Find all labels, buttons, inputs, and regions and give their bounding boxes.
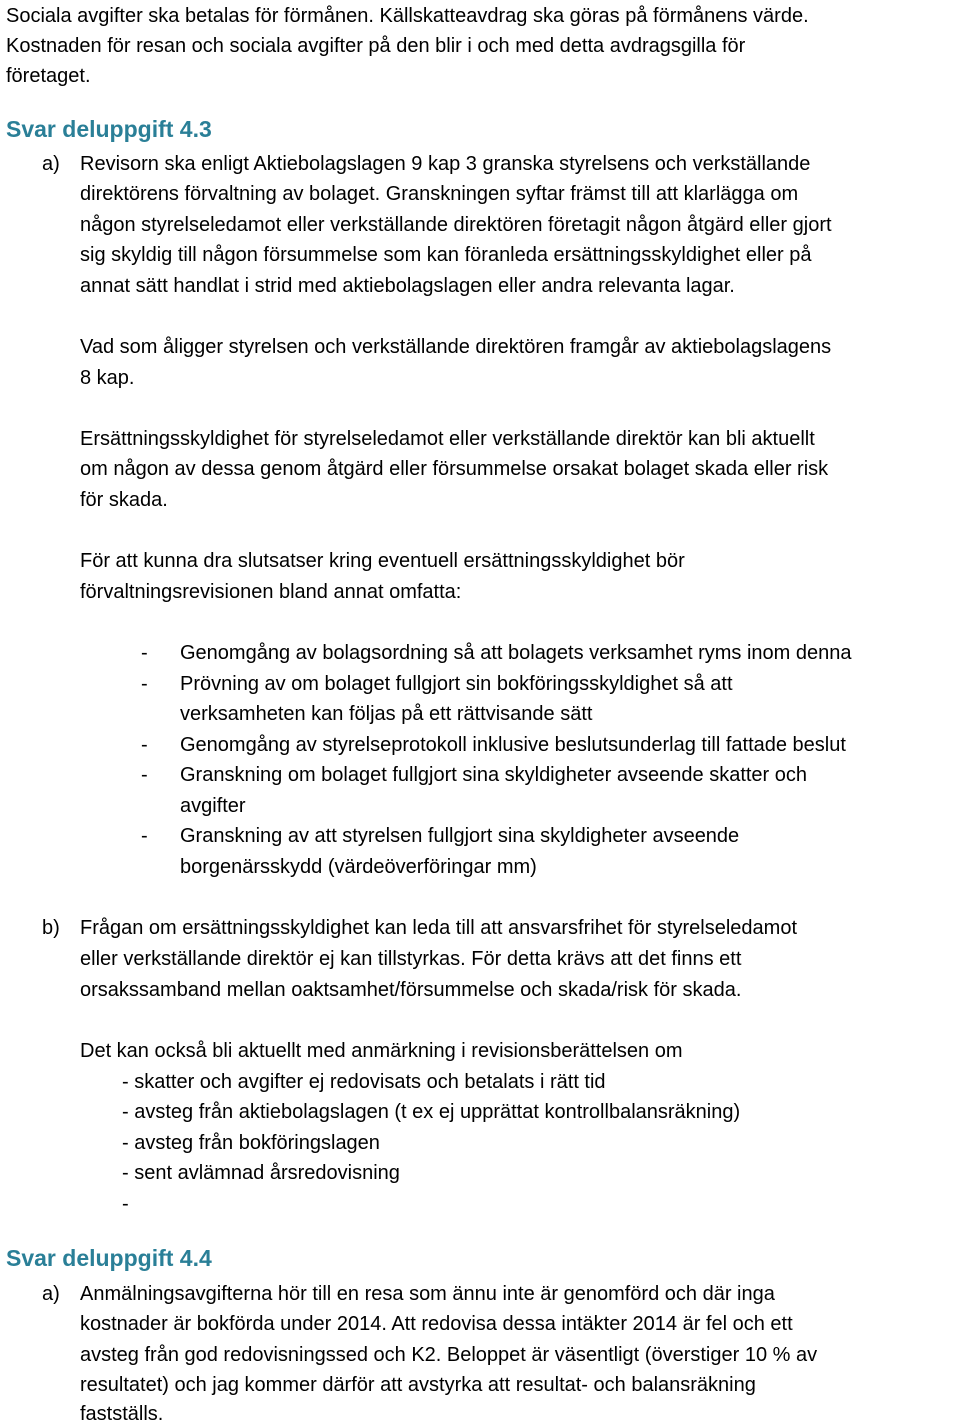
text-line: sig skyldig till någon försummelse som kan föranleda ersättningsskyldighet eller på [80, 244, 812, 266]
text-line: avsteg från god redovisningssed och K2. Beloppet är väsentligt (överstiger 10 % av [80, 1344, 818, 1366]
list-item-continuation: avgifter [180, 795, 246, 817]
section-heading: Svar deluppgift 4.4 [6, 1245, 212, 1271]
text-line: Vad som åligger styrelsen och verkställande direktören framgår av aktiebolagslagens [80, 336, 832, 358]
list-item: - avsteg från aktiebolagslagen (t ex ej upprättat kontrollbalansräkning) [122, 1101, 741, 1123]
text-line: fastställs. [80, 1403, 164, 1425]
text-line: Frågan om ersättningsskyldighet kan leda till att ansvarsfrihet för styrelseledamot [80, 917, 798, 939]
text-line: Revisorn ska enligt Aktiebolagslagen 9 kap 3 granska styrelsens och verkställande [80, 153, 811, 175]
list-item-continuation: verksamheten kan följas på ett rättvisande sätt [180, 703, 593, 725]
list-item: - [122, 1193, 129, 1215]
list-item: - sent avlämnad årsredovisning [122, 1162, 400, 1184]
text-line: Det kan också bli aktuellt med anmärkning i revisionsberättelsen om [80, 1040, 683, 1062]
text-line: 8 kap. [80, 367, 135, 389]
list-item: Granskning av att styrelsen fullgjort sina skyldigheter avseende [180, 825, 740, 847]
text-line: förvaltningsrevisionen bland annat omfatta: [80, 581, 462, 603]
list-item: - avsteg från bokföringslagen [122, 1132, 380, 1154]
text-line: någon styrelseledamot eller verkställande direktören företagit någon åtgärd eller gjort [80, 214, 832, 236]
item-label: b) [42, 917, 60, 939]
bullet-dash: - [141, 734, 148, 756]
bullet-dash: - [141, 673, 148, 695]
list-item: Genomgång av bolagsordning så att bolagets verksamhet ryms inom denna [180, 642, 852, 664]
bullet-dash: - [141, 825, 148, 847]
list-item: - skatter och avgifter ej redovisats och betalats i rätt tid [122, 1071, 606, 1093]
list-item: Granskning om bolaget fullgjort sina skyldigheter avseende skatter och [180, 764, 808, 786]
text-line: Sociala avgifter ska betalas för förmånen. Källskatteavdrag ska göras på förmånens värde. [6, 5, 809, 27]
item-label: a) [42, 1283, 60, 1305]
text-line: orsakssamband mellan oaktsamhet/försummelse och skada/risk för skada. [80, 979, 742, 1001]
text-line: annat sätt handlat i strid med aktiebolagslagen eller andra relevanta lagar. [80, 275, 735, 297]
bullet-dash: - [141, 764, 148, 786]
text-line: kostnader är bokförda under 2014. Att redovisa dessa intäkter 2014 är fel och ett [80, 1313, 793, 1335]
text-line: eller verkställande direktör ej kan tillstyrkas. För detta krävs att det finns ett [80, 948, 742, 970]
bullet-dash: - [141, 642, 148, 664]
item-label: a) [42, 153, 60, 175]
text-line: för skada. [80, 489, 168, 511]
text-line: För att kunna dra slutsatser kring eventuell ersättningsskyldighet bör [80, 550, 685, 572]
text-line: Anmälningsavgifterna hör till en resa som ännu inte är genomförd och där inga [80, 1283, 775, 1305]
list-item: Genomgång av styrelseprotokoll inklusive beslutsunderlag till fattade beslut [180, 734, 846, 756]
text-line: företaget. [6, 65, 91, 87]
text-line: direktörens förvaltning av bolaget. Granskningen syftar främst till att klarlägga om [80, 183, 799, 205]
text-line: Kostnaden för resan och sociala avgifter på den blir i och med detta avdragsgilla för [6, 35, 746, 57]
section-heading: Svar deluppgift 4.3 [6, 116, 212, 142]
list-item-continuation: borgenärsskydd (värdeöverföringar mm) [180, 856, 537, 878]
text-line: om någon av dessa genom åtgärd eller försummelse orsakat bolaget skada eller risk [80, 458, 829, 480]
text-line: Ersättningsskyldighet för styrelseledamot eller verkställande direktör kan bli aktuellt [80, 428, 815, 450]
list-item: Prövning av om bolaget fullgjort sin bokföringsskyldighet så att [180, 673, 733, 695]
text-line: resultatet) och jag kommer därför att avstyrka att resultat- och balansräkning [80, 1374, 756, 1396]
